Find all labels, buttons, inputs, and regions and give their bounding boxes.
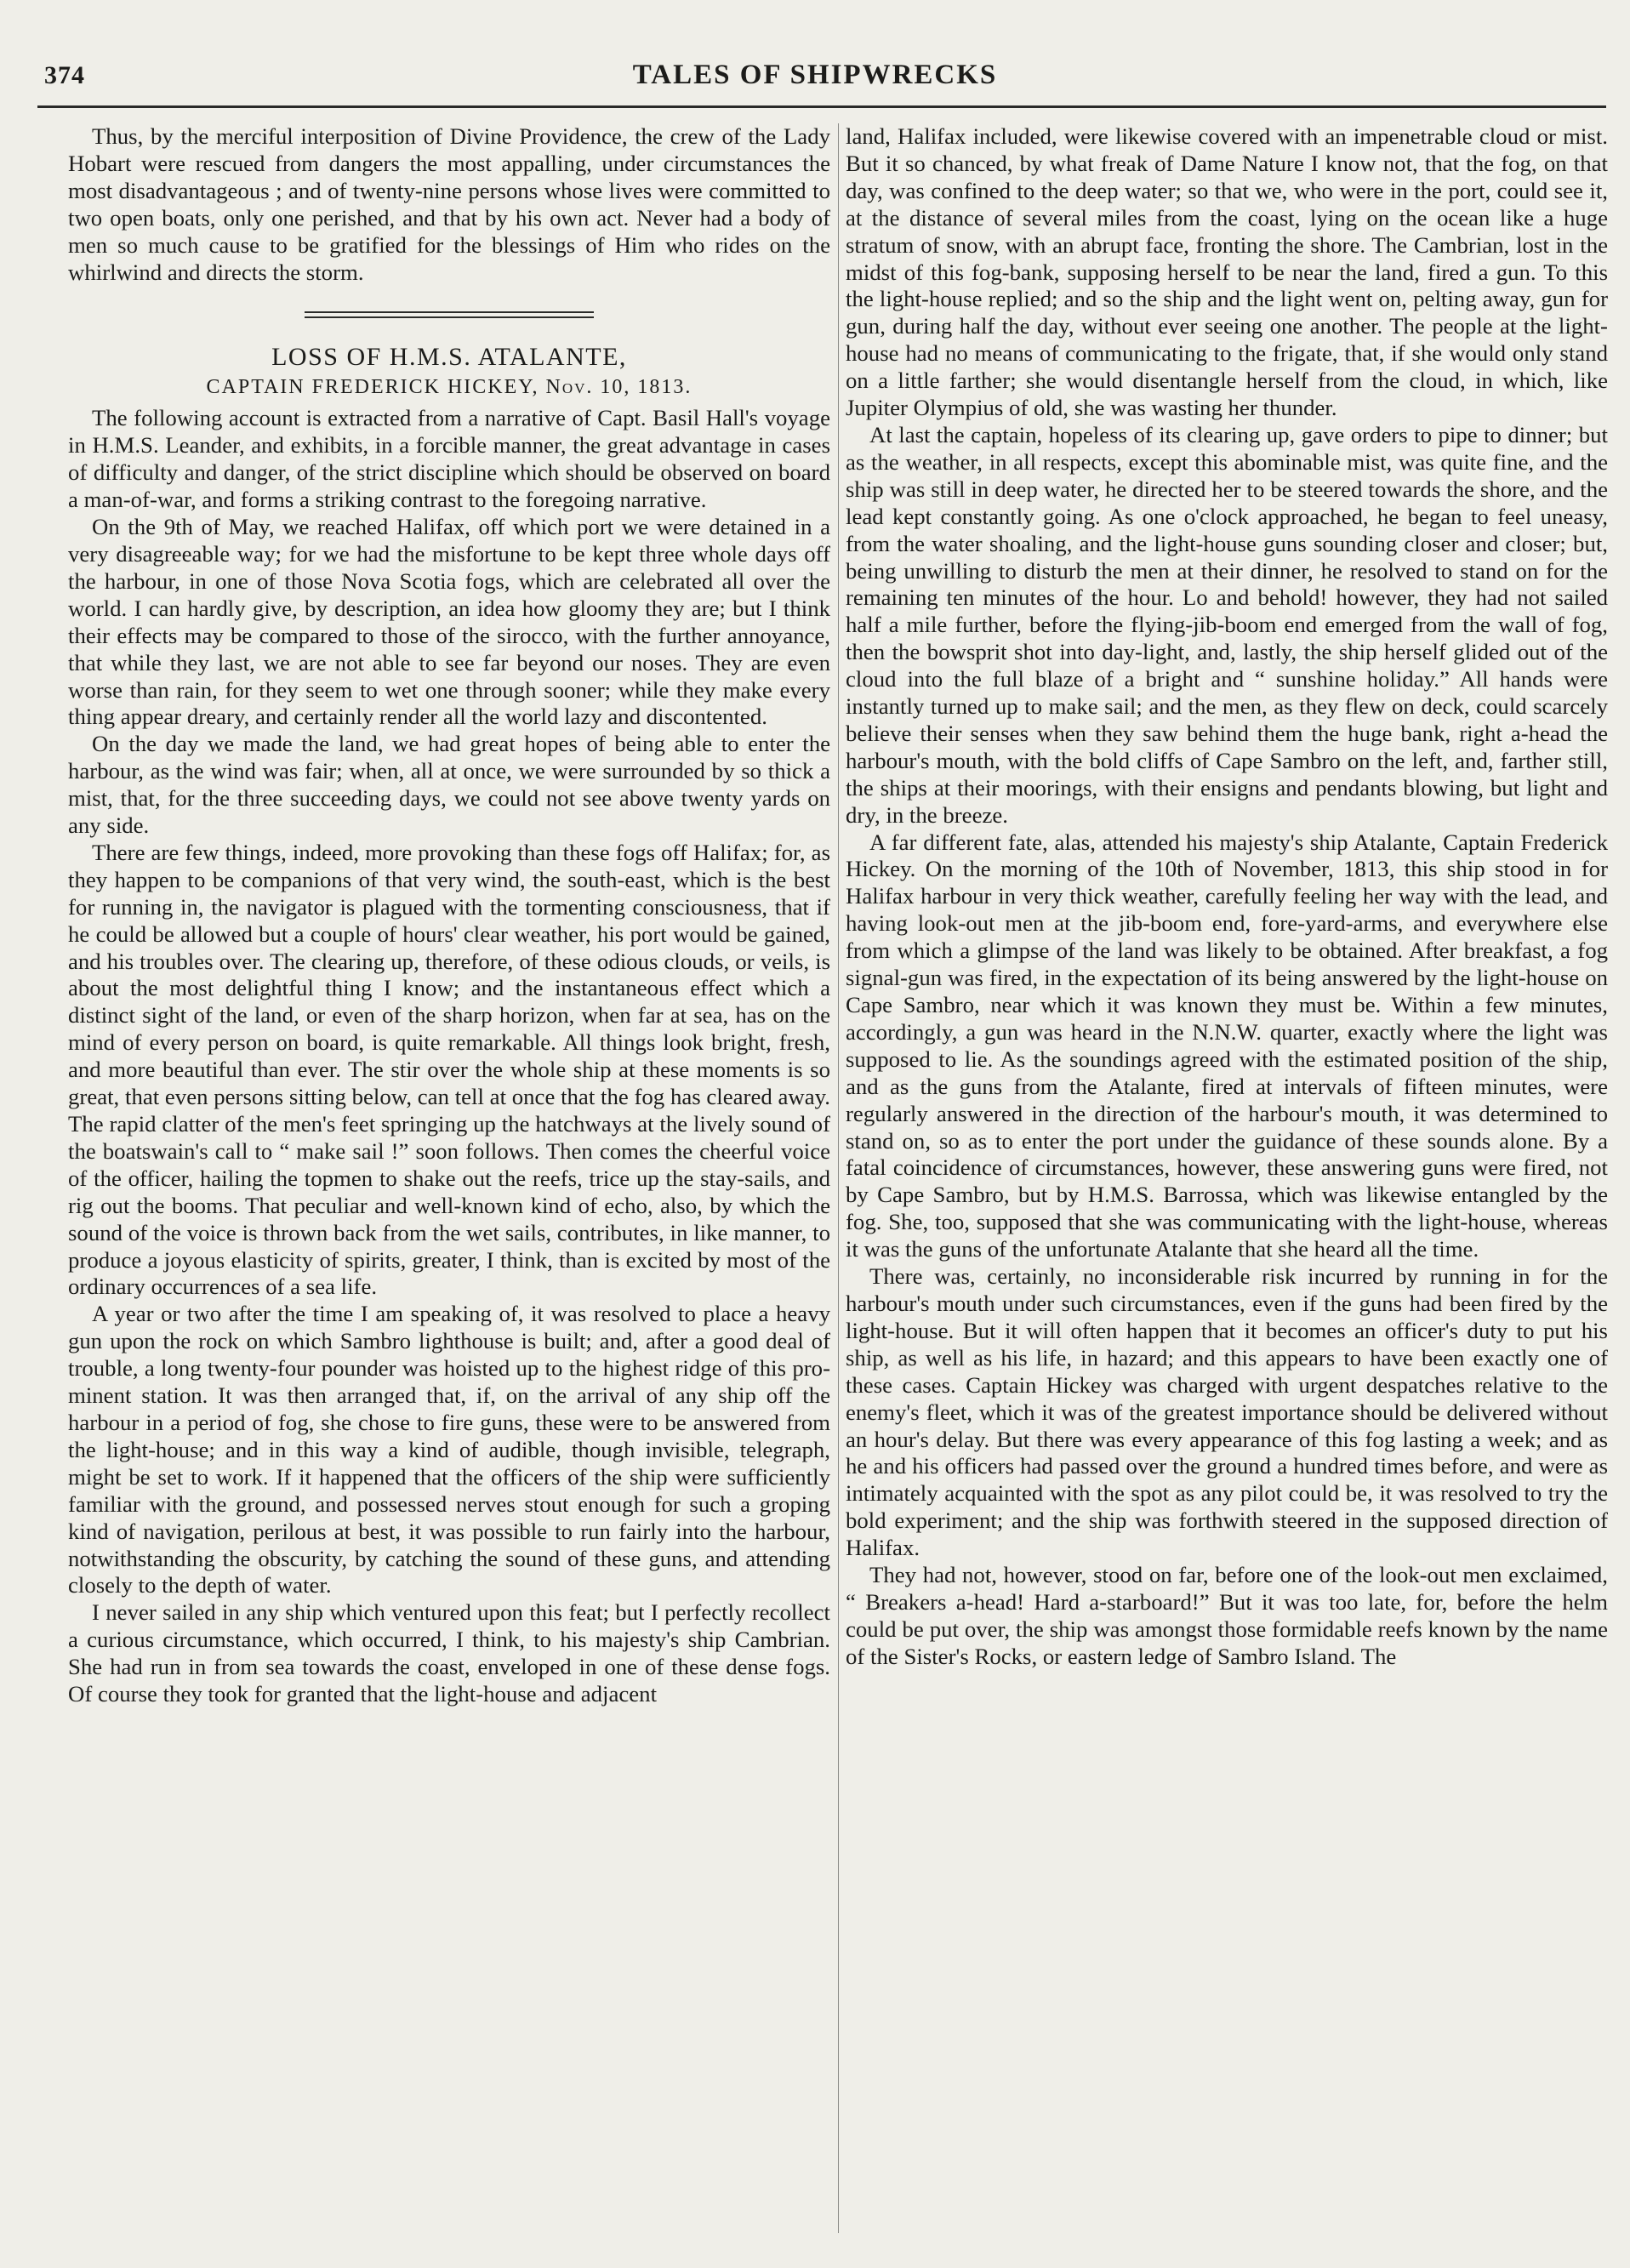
paragraph: At last the captain, hopeless of its clearing up, gave orders to pipe to dinner; but as the weather, in all respects, except this abominable mist, was quite fine, and the ship was still in deep water, he directed her to be steered towards the shore, and the lead kept constantly going. As one o'clock approached, he began to feel uneasy, from the water shoaling, and the light-house guns sounding closer and closer; but, being unwilling to disturb the men at their dinner, he resolved to stand on for the remaining ten minutes of the hour. Lo and behold! however, they had not sailed half a mile further, before the flying-jib-boom end emerged from the wall of fog, then the bowsprit shot into day-light, and, lastly, the ship herself glided out of the cloud into the full blaze of a bright and “ sunshine holiday.” All hands were instantly turned up to make sail; and the men, as they flew on deck, could scarcely believe their senses when they saw behind them the huge bank, right a-head the harbour's mouth, with the bold cliffs of Cape Sambro on the left, and, farther still, the ships at their moorings, with their ensigns and pendants blowing, but light and dry, in the breeze. <box>846 421 1608 828</box>
paragraph: They had not, however, stood on far, before one of the look-out men exclaimed, “ Breakers a-head! Hard a-starboard!” But it was too late, for, before the helm could be put over, the ship was amongst those formidable reefs known by the name of the Sister's Rocks, or eastern ledge of Sambro Island. The <box>846 1562 1608 1669</box>
paragraph: The following account is extracted from a narrative of Capt. Basil Hall's voyage in H.M.S. Leander, and exhibits, in a forcible manner, the great advantage in cases of difficulty and danger, of the strict discipline which should be observed on board a man-of-war, and forms a striking contrast to the foregoing narrative. <box>68 405 830 513</box>
paragraph: On the day we made the land, we had great hopes of being able to enter the harbour, as the wind was fair; when, all at once, we were surrounded by so thick a mist, that, for the three succeeding days, we could not see above twenty yards on any side. <box>68 731 830 839</box>
title-double-rule <box>305 311 594 318</box>
right-column <box>846 123 1608 2242</box>
paragraph: On the 9th of May, we reached Halifax, off which port we were detained in a very disagreeable way; for we had the misfortune to be kept three whole days off the harbour, in one of those Nova Scotia fogs, which are celebrated all over the world. I can hardly give, by description, an idea how gloomy they are; but I think their effects may be compared to those of the sirocco, with the further annoyance, that while they last, we are not able to see far beyond our noses. They are even worse than rain, for they seem to wet one through sooner; while they make every thing appear dreary, and certainly render all the world lazy and discontented. <box>68 514 830 730</box>
article-subtitle-text: CAPTAIN FREDERICK HICKEY, Nov. 10, 1813. <box>206 376 692 399</box>
page-number: 374 <box>44 61 85 89</box>
paragraph: I never sailed in any ship which ventured upon this feat; but I perfectly recollect a curious circumstance, which occurred, I think, to his majesty's ship Cambrian. She had run in from sea towards the coast, enveloped in one of these dense fogs. Of course they took for granted that the light-house and adjacent <box>68 1599 830 1707</box>
paragraph-intro-end: Thus, by the merciful interposition of Divine Providence, the crew of the Lady Hobart were rescued from dangers the most appalling, under circumstances the most disadvantageous ; and of twenty-nine persons whose lives were committed to two open boats, only one perished, and that by his own act. Never had a body of men so much cause to be gratified for the blessings of Him who rides on the whirlwind and directs the storm. <box>68 123 830 285</box>
header-rule <box>37 105 1606 108</box>
paragraph: There are few things, indeed, more provoking than these fogs off Halifax; for, as they happen to be companions of that very wind, the south-east, which is the best for running in, the navigator is plagued with the tormenting consciousness, that if he could be allowed but a couple of hours' clear weather, his port would be gained, and his troubles over. The clearing up, therefore, of these odious clouds, or veils, is about the most delightful thing I know; and the instantaneous effect which a distinct sight of the land, or even of the sharp horizon, when far at sea, has on the mind of every person on board, is quite remarkable. All things look bright, fresh, and more beautiful than ever. The stir over the whole ship at these moments is so great, that even persons sitting below, can tell at once that the fog has cleared away. The rapid clatter of the men's feet springing up the hatchways at the lively sound of the boatswain's call to “ make sail !” soon follows. Then comes the cheerful voice of the officer, hailing the topmen to shake out the reefs, trice up the stay-sails, and rig out the booms. That peculiar and well-known kind of echo, also, by which the sound of the voice is thrown back from the wet sails, contributes, in like manner, to produce a joyous elasticity of spirits, greater, I think, than is excited by most of the ordinary occurrences of a sea life. <box>68 839 830 1300</box>
paragraph: There was, certainly, no inconsiderable risk incurred by running in for the harbour's mouth under such circumstances, even if the guns had been fired by the light-house. But it will often happen that it becomes an officer's duty to put his ship, as well as his life, in hazard; and this appears to have been exactly one of these cases. Captain Hickey was charged with urgent despatches relative to the enemy's fleet, which it was of the greatest importance should be delivered without an hour's delay. But there was every appearance of this fog lasting a week; and as he and his officers had passed over the ground a hundred times before, and were as intimately acquainted with the spot as any pilot could be, it was resolved to try the bold experiment; and the ship was forthwith steered in the supposed direction of Halifax. <box>846 1263 1608 1561</box>
paragraph-continued: land, Halifax included, were likewise covered with an impenetrable cloud or mist. But it so chanced, by what freak of Dame Nature I know not, that the fog, on that day, was confined to the deep water; so that we, who were in the port, could see it, at the distance of several miles from the coast, lying on the ocean like a huge stratum of snow, with an abrupt face, fronting the shore. The Cambrian, lost in the midst of this fog-bank, supposing herself to be near the land, fired a gun. To this the light-house replied; and so the ship and the light went on, pelting away, gun for gun, during half the day, without ever seeing one another. The people at the light-house had no means of communicating to the frigate, that, if she would only stand on a little farther; she would disentangle herself from the cloud, in which, like Jupiter Olympius of old, she was wasting her thunder. <box>846 123 1608 421</box>
column-divider <box>838 123 839 2233</box>
left-column <box>68 123 830 2242</box>
article-title: LOSS OF H.M.S. ATALANTE, <box>271 343 627 372</box>
paragraph: A far different fate, alas, attended his majesty's ship Atalante, Captain Frederick Hickey. On the morning of the 10th of November, 1813, this ship stood in for Halifax harbour in very thick weather, carefully feeling her way with the lead, and having look-out men at the jib-boom end, fore-yard-arms, and everywhere else from which a glimpse of the land was likely to be obtained. After breakfast, a fog signal-gun was fired, in the expectation of its being answered by the light-house on Cape Sambro, near which it was known they must be. Within a few minutes, accordingly, a gun was heard in the N.N.W. quarter, exactly where the light was supposed to lie. As the soundings agreed with the estimated position of the ship, and as the guns from the Atalante, fired at intervals of fifteen minutes, were regularly answered in the direction of the harbour's mouth, it was determined to stand on, so as to enter the port under the guidance of these sounds alone. By a fatal coincidence of circumstances, however, these answering guns were fired, not by Cape Sambro, but by H.M.S. Barrossa, which was likewise entangled by the fog. She, too, supposed that she was communicating with the light-house, whereas it was the guns of the unfortunate Atalante that she heard all the time. <box>846 829 1608 1262</box>
paragraph: A year or two after the time I am speaking of, it was resolved to place a heavy gun upon the rock on which Sambro lighthouse is built; and, after a good deal of trouble, a long twenty-four pounder was hoisted up to the highest ridge of this prominent station. It was then arranged that, if, on the arrival of any ship off the harbour in a period of fog, she chose to fire guns, these were to be answered from the light-house; and in this way a kind of audible, though invisible, telegraph, might be set to work. If it happened that the officers of the ship were sufficiently familiar with the ground, and possessed nerves stout enough for such a groping kind of navigation, perilous at best, it was possible to run fairly into the harbour, notwithstanding the obscurity, by catching the sound of these guns, and attending closely to the depth of water. <box>68 1301 830 1598</box>
running-title: TALES OF SHIPWRECKS <box>632 60 998 90</box>
article-subtitle <box>68 373 830 402</box>
